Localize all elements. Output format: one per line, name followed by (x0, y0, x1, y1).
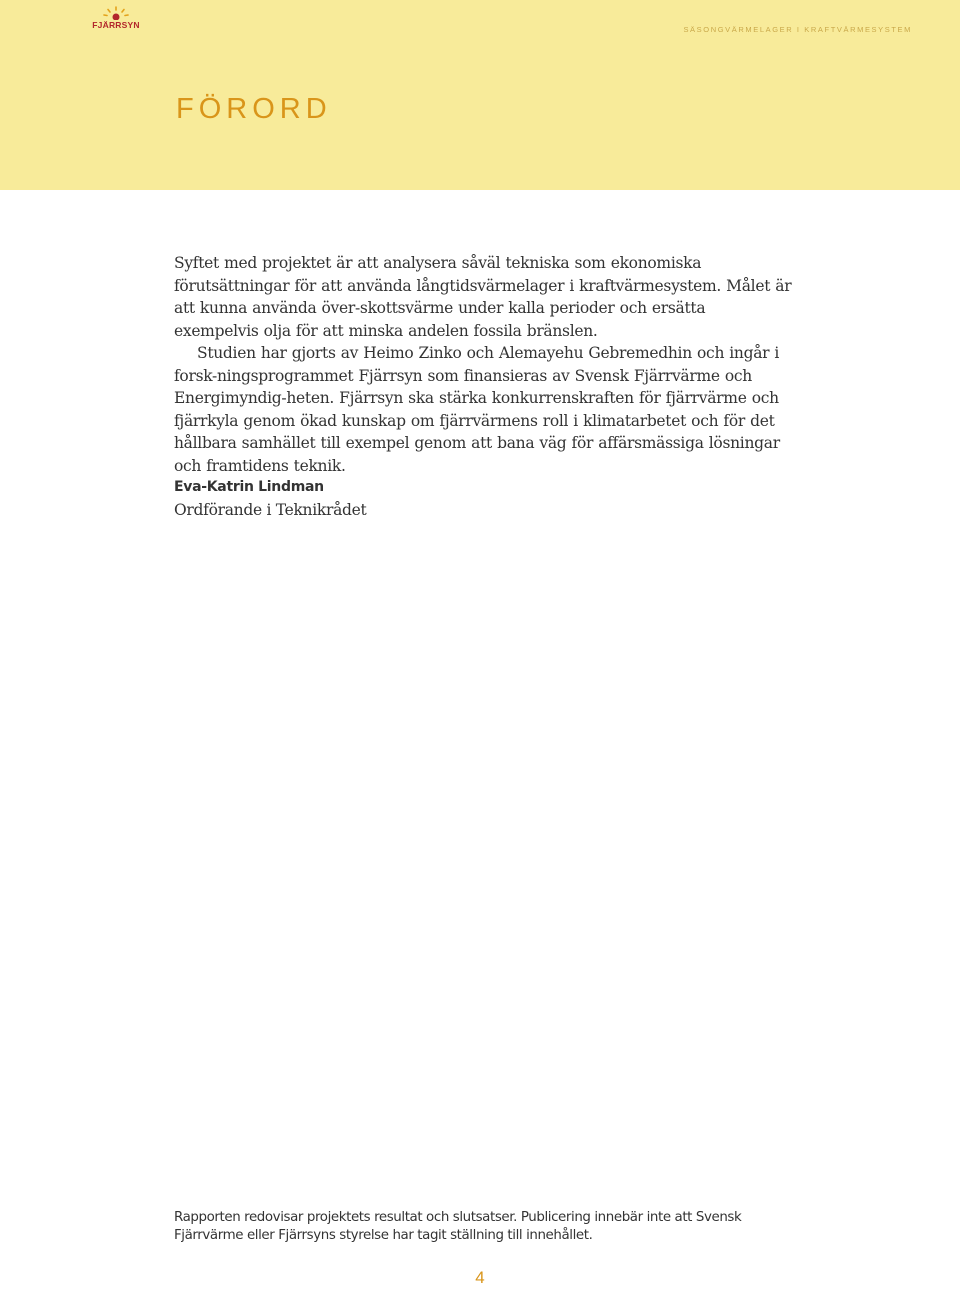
page-number: 4 (475, 1268, 485, 1287)
sun-icon (102, 6, 130, 20)
logo-text: FJÄRRSYN (92, 20, 140, 30)
page-title: FÖRORD (176, 93, 332, 125)
running-head: SÄSONGVÄRMELAGER I KRAFTVÄRMESYSTEM (683, 25, 912, 34)
body-text (174, 252, 794, 477)
signature-role: Ordförande i Teknikrådet (174, 501, 367, 519)
signature-name: Eva-Katrin Lindman (174, 479, 324, 495)
fjarrsyn-logo (88, 6, 144, 30)
disclaimer: Rapporten redovisar projektets resultat och slutsatser. Publicering innebär inte att Svensk Fjärrvärme eller Fjärrsyns styrelse har tagit ställning till innehållet. (174, 1210, 742, 1243)
paragraph: Studien har gjorts av Heimo Zinko och Alemayehu Gebremedhin och ingår i forsk-ningsprogrammet Fjärrsyn som finansieras av Svensk Fjärrvärme och Energimyndig-heten. Fjärrsyn ska stärka konkurrenskraften för fjärrvärme och fjärrkyla genom ökad kunskap om fjärrvärmens roll i klimatarbetet och för det hållbara samhället till exempel genom att bana väg för affärsmässiga lösningar och framtidens teknik. (174, 344, 780, 475)
paragraph: Syftet med projektet är att analysera såväl tekniska som ekonomiska förutsättningar för att använda långtidsvärmelager i kraftvärmesystem. Målet är att kunna använda över-skottsvärme under kalla perioder och ersätta exempelvis olja för att minska andelen fossila bränslen. (174, 254, 792, 340)
